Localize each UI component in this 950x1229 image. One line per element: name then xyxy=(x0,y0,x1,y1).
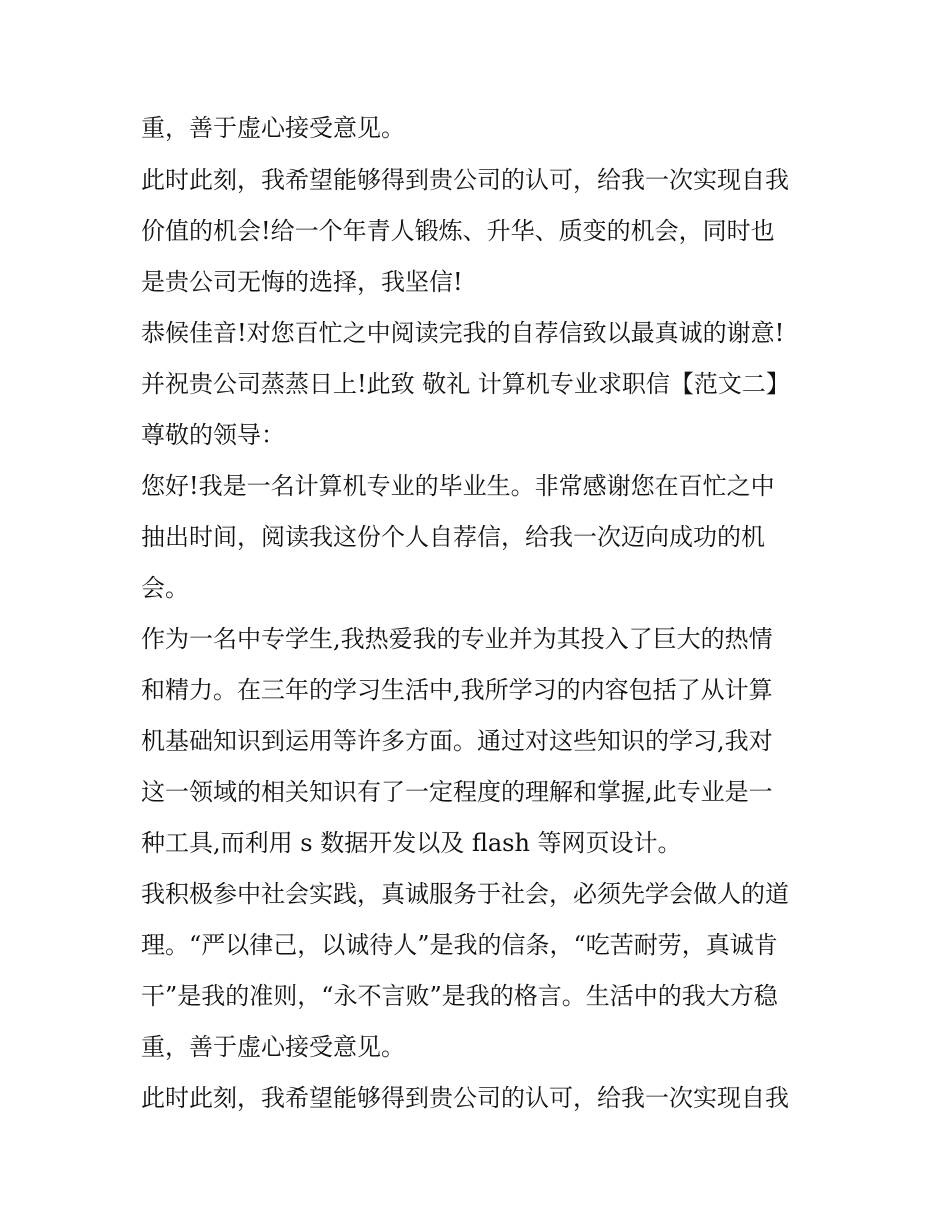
text-line: 您好!我是一名计算机专业的毕业生。非常感谢您在百忙之中 xyxy=(141,472,775,500)
text-line: 我积极参中社会实践，真诚服务于社会，必须先学会做人的道 xyxy=(141,880,789,908)
text-line: 尊敬的领导： xyxy=(141,421,285,449)
text-line: 这一领域的相关知识有了一定程度的理解和掌握,此专业是一 xyxy=(141,778,773,806)
text-line: 理。“严以律己，以诚待人”是我的信条，“吃苦耐劳，真诚肯 xyxy=(141,931,778,959)
text-line: 机基础知识到运用等许多方面。通过对这些知识的学习,我对 xyxy=(141,727,773,755)
text-line: 抽出时间，阅读我这份个人自荐信，给我一次迈向成功的机 xyxy=(141,523,765,551)
text-line: 重，善于虚心接受意见。 xyxy=(141,114,405,142)
text-line: 此时此刻，我希望能够得到贵公司的认可，给我一次实现自我 xyxy=(141,166,789,194)
text-line: 是贵公司无悔的选择，我坚信! xyxy=(141,268,463,296)
text-line: 此时此刻，我希望能够得到贵公司的认可，给我一次实现自我 xyxy=(141,1084,789,1112)
text-line: 会。 xyxy=(141,574,189,602)
text-line: 和精力。在三年的学习生活中,我所学习的内容包括了从计算 xyxy=(141,676,773,704)
text-line: 重，善于虚心接受意见。 xyxy=(141,1033,405,1061)
text-line: 种工具,而利用 s 数据开发以及 flash 等网页设计。 xyxy=(141,829,682,857)
text-line: 恭候佳音!对您百忙之中阅读完我的自荐信致以最真诚的谢意! xyxy=(141,319,785,347)
text-line: 干”是我的准则，“永不言败”是我的格言。生活中的我大方稳 xyxy=(141,982,778,1010)
text-line: 作为一名中专学生,我热爱我的专业并为其投入了巨大的热情 xyxy=(141,625,773,653)
text-line: 价值的机会!给一个年青人锻炼、升华、质变的机会，同时也 xyxy=(141,217,775,245)
text-line: 并祝贵公司蒸蒸日上!此致 敬礼 计算机专业求职信【范文二】 xyxy=(141,370,790,398)
